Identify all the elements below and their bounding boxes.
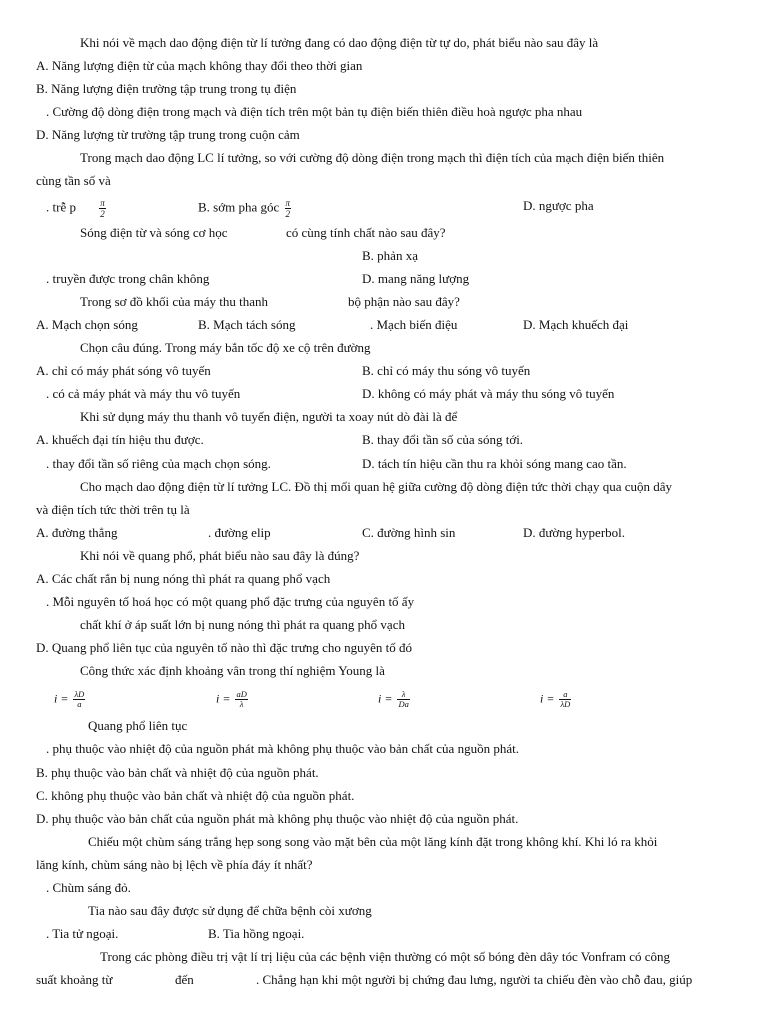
question-10-option-c: C. không phụ thuộc vào bản chất và nhiệt độ của nguồn phát. bbox=[36, 788, 355, 803]
question-1-option-b: B. Năng lượng điện trường tập trung trong tụ điện bbox=[36, 81, 297, 96]
question-6-stem: Khi sử dụng máy thu thanh vô tuyến điện, người ta xoay nút dò đài là để bbox=[80, 409, 458, 424]
formula-option-d bbox=[540, 690, 571, 709]
formula-fraction bbox=[559, 690, 571, 709]
question-5-stem: Chọn câu đúng. Trong máy bắn tốc độ xe cộ trên đường bbox=[80, 340, 371, 355]
question-1-option-d: D. Năng lượng từ trường tập trung trong cuộn cảm bbox=[36, 127, 300, 142]
question-9-stem: Công thức xác định khoảng vân trong thí nghiệm Young là bbox=[80, 663, 385, 678]
question-6-option-a: A. khuếch đại tín hiệu thu được. bbox=[36, 432, 204, 447]
formula-lhs: i = bbox=[216, 691, 231, 706]
question-6-option-b: B. thay đổi tần số của sóng tới. bbox=[362, 432, 524, 447]
question-4-option-d: D. Mạch khuếch đại bbox=[523, 317, 629, 332]
formula-lhs: i = bbox=[540, 691, 555, 706]
formula-option-b bbox=[216, 690, 248, 709]
question-2-stem: Trong mạch dao động LC lí tưởng, so với cường độ dòng điện trong mạch thì điện tích của mạch điện biến thiên bbox=[80, 150, 665, 165]
formula-fraction bbox=[73, 690, 85, 709]
formula-lhs: i = bbox=[378, 691, 393, 706]
question-8-option-c: chất khí ở áp suất lớn bị nung nóng thì phát ra quang phổ vạch bbox=[80, 617, 405, 632]
question-13-text-3: . Chẳng hạn khi một người bị chứng đau lưng, người ta chiếu đèn vào chỗ đau, giúp bbox=[256, 972, 693, 987]
question-8-option-d: D. Quang phổ liên tục của nguyên tố nào thì đặc trưng cho nguyên tố đó bbox=[36, 640, 413, 655]
fraction-numerator: π bbox=[285, 198, 291, 208]
fraction-denominator: λD bbox=[560, 699, 571, 709]
question-8-option-a: A. Các chất rắn bị nung nóng thì phát ra quang phổ vạch bbox=[36, 571, 331, 586]
question-5-option-b: B. chỉ có máy thu sóng vô tuyến bbox=[362, 363, 531, 378]
formula-lhs: i = bbox=[54, 691, 69, 706]
formula-option-a bbox=[54, 690, 85, 709]
question-8-stem: Khi nói về quang phổ, phát biểu nào sau đây là đúng? bbox=[80, 548, 360, 563]
question-13-text-1: suất khoảng từ bbox=[36, 972, 113, 987]
question-13-text-2: đến bbox=[175, 972, 194, 987]
pi-over-two-fraction bbox=[99, 198, 106, 219]
question-12-stem: Tia nào sau đây được sử dụng để chữa bệnh còi xương bbox=[88, 903, 372, 918]
question-3-stem: Sóng điện từ và sóng cơ học bbox=[80, 225, 228, 240]
question-7-option-b: . đường elip bbox=[208, 525, 271, 540]
question-4-option-b: B. Mạch tách sóng bbox=[198, 317, 296, 332]
question-7-option-c: C. đường hình sin bbox=[362, 525, 456, 540]
question-1-option-c: . Cường độ dòng điện trong mạch và điện tích trên một bản tụ điện biến thiên điều hoà ngược pha nhau bbox=[46, 104, 583, 119]
question-13-stem: Trong các phòng điều trị vật lí trị liệu của các bệnh viện thường có một số bóng đèn dây tóc Vonfram có công bbox=[100, 949, 671, 964]
question-5-option-a: A. chỉ có máy phát sóng vô tuyến bbox=[36, 363, 211, 378]
question-8-option-b: . Mỗi nguyên tố hoá học có một quang phổ đặc trưng của nguyên tố ấy bbox=[46, 594, 415, 609]
formula-fraction bbox=[235, 690, 247, 709]
pi-over-two-fraction bbox=[285, 198, 292, 219]
fraction-numerator: λD bbox=[74, 689, 85, 699]
question-3-option-a: . truyền được trong chân không bbox=[46, 271, 210, 286]
question-7-option-a: A. đường thẳng bbox=[36, 525, 118, 540]
fraction-denominator: λ bbox=[239, 699, 244, 709]
formula-option-c bbox=[378, 690, 410, 709]
question-3-option-d: D. mang năng lượng bbox=[362, 271, 470, 286]
question-5-option-d: D. không có máy phát và máy thu sóng vô tuyến bbox=[362, 386, 615, 401]
fraction-numerator: λ bbox=[397, 690, 409, 700]
question-2-option-d: D. ngược pha bbox=[523, 198, 594, 213]
option-a-text: . trễ p bbox=[46, 199, 76, 215]
fraction-numerator: a bbox=[559, 690, 571, 700]
question-6-option-c: . thay đổi tần số riêng của mạch chọn sóng. bbox=[46, 456, 271, 471]
question-4-stem-cont: bộ phận nào sau đây? bbox=[348, 294, 460, 309]
formula-fraction bbox=[397, 690, 409, 709]
fraction-denominator: 2 bbox=[285, 209, 291, 219]
question-4-stem: Trong sơ đồ khối của máy thu thanh bbox=[80, 294, 269, 309]
question-12-option-a: . Tia tử ngoại. bbox=[46, 926, 119, 941]
question-6-option-d: D. tách tín hiệu cần thu ra khỏi sóng mang cao tần. bbox=[362, 456, 627, 471]
question-5-option-c: . có cả máy phát và máy thu vô tuyến bbox=[46, 386, 241, 401]
fraction-numerator: π bbox=[100, 198, 105, 208]
question-10-option-a: . phụ thuộc vào nhiệt độ của nguồn phát mà không phụ thuộc vào bản chất của nguồn phát. bbox=[46, 741, 519, 756]
question-2-stem-cont: cùng tần số và bbox=[36, 173, 111, 188]
fraction-denominator: Da bbox=[398, 699, 409, 709]
question-12-option-b: B. Tia hồng ngoại. bbox=[208, 926, 305, 941]
question-4-option-c: . Mạch biến điệu bbox=[370, 317, 458, 332]
fraction-denominator: a bbox=[77, 699, 82, 709]
question-11-option-a: . Chùm sáng đỏ. bbox=[46, 880, 131, 895]
question-2-option-a bbox=[46, 198, 106, 219]
question-4-option-a: A. Mạch chọn sóng bbox=[36, 317, 138, 332]
option-b-text: B. sớm pha góc bbox=[198, 199, 280, 215]
question-10-option-d: D. phụ thuộc vào bản chất của nguồn phát mà không phụ thuộc vào nhiệt độ của nguồn phát. bbox=[36, 811, 519, 826]
fraction-numerator: aD bbox=[236, 689, 247, 699]
question-2-option-b bbox=[198, 198, 291, 219]
question-11-stem: Chiếu một chùm sáng trắng hẹp song song vào mặt bên của một lăng kính đặt trong không khí. Khi ló ra khỏi bbox=[88, 834, 658, 849]
question-1-option-a: A. Năng lượng điện từ của mạch không thay đổi theo thời gian bbox=[36, 58, 363, 73]
question-3-option-b: B. phản xạ bbox=[362, 248, 418, 263]
question-3-stem-cont: có cùng tính chất nào sau đây? bbox=[286, 225, 446, 240]
question-10-stem: Quang phổ liên tục bbox=[88, 718, 188, 733]
question-10-option-b: B. phụ thuộc vào bản chất và nhiệt độ của nguồn phát. bbox=[36, 765, 319, 780]
question-7-stem-cont: và điện tích tức thời trên tụ là bbox=[36, 502, 190, 517]
fraction-denominator: 2 bbox=[100, 209, 105, 219]
question-7-option-d: D. đường hyperbol. bbox=[523, 525, 626, 540]
question-1-stem: Khi nói về mạch dao động điện từ lí tưởng đang có dao động điện từ tự do, phát biểu nào sau đây là bbox=[80, 35, 599, 50]
question-7-stem: Cho mạch dao động điện từ lí tưởng LC. Đồ thị mối quan hệ giữa cường độ dòng điện tức thời chạy qua cuộn dây bbox=[80, 479, 673, 494]
question-11-stem-cont: lăng kính, chùm sáng nào bị lệch về phía đáy ít nhất? bbox=[36, 857, 313, 872]
